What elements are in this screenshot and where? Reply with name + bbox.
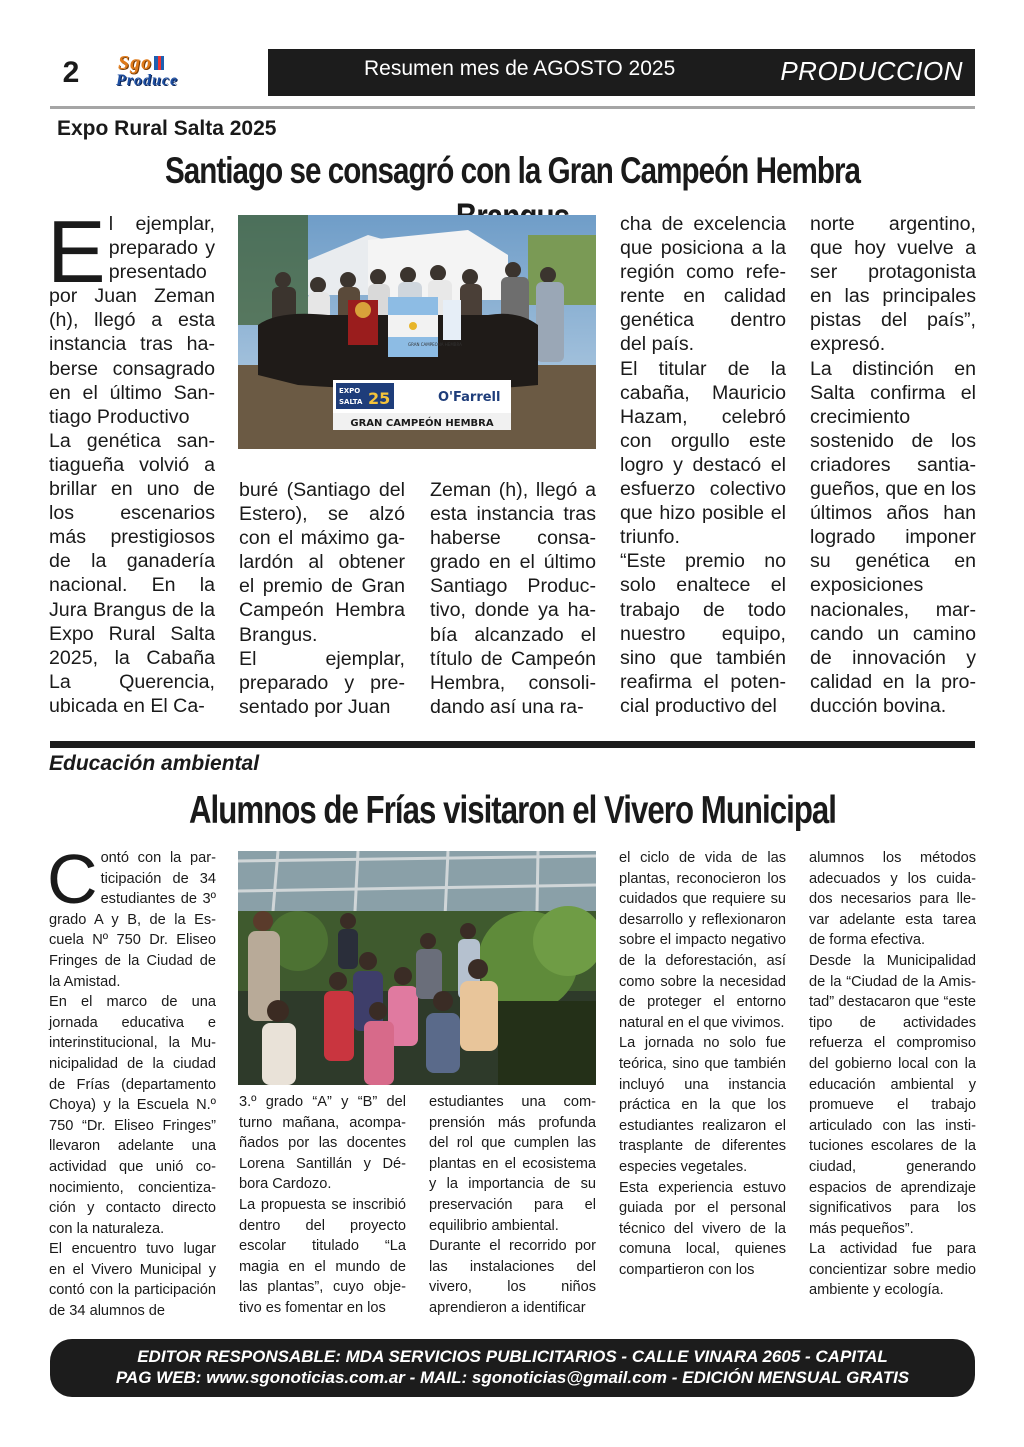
flag-icon xyxy=(154,56,164,70)
photo-banner-expo: EXPO xyxy=(339,387,361,395)
article-headline: Santiago se consagró con la Gran Campeón Hembra xyxy=(164,150,861,191)
photo-banner-number: 25 xyxy=(368,389,391,408)
section-title: PRODUCCION xyxy=(780,56,963,86)
photo-cattle-award-illustration xyxy=(238,215,596,449)
footer-editor-line: EDITOR RESPONSABLE: MDA SERVICIOS PUBLICITARIOS - CALLE VINARA 2605 - CAPITAL xyxy=(137,1347,888,1366)
column-text: l ejemplar, preparado y presentado por Juan Zeman (h), llegó a esta instancia tras haberse consagrado en el último Santiago Productivo La genética santiagueña volvió a brillar en uno de los escenarios más prestigiosos de la ganadería nacional. En la Jura Brangus de la Expo Rural Salta 2025, la Cabaña La Querencia, ubicada en El Ca- xyxy=(49,213,215,717)
article-column-1 xyxy=(47,840,216,1322)
logo-wordmark-bottom: Produce xyxy=(116,72,179,89)
issue-title: Resumen mes de AGOSTO 2025 xyxy=(364,57,676,80)
article-column-1 xyxy=(47,202,215,718)
photo-ribbon-text: GRAN CAMPEONA HEMBRA xyxy=(408,342,462,347)
footer-contact-line: PAG WEB: www.sgonoticias.com.ar - MAIL: sgonoticias@gmail.com - EDICIÓN MENSUAL GRATIS xyxy=(115,1368,910,1387)
logo-wordmark-top: Sgo xyxy=(118,52,164,75)
page-number: 2 xyxy=(50,50,92,96)
photo-cattle-award xyxy=(238,215,596,449)
column-text: estudiantes una comprensión más profunda del rol que cumplen las plantas en el ecosistema y la importancia de su preservación para el equilibrio ambiental. Durante el recorrido por las instalaciones del vivero, los niños aprendieron a identificar xyxy=(429,1094,596,1316)
photo-nursery-visit xyxy=(238,851,596,1085)
column-text: ontó con la participación de 34 estudiantes de 3º grado A y B, de la Escuela Nº 750 Dr. Eliseo Fringes de la Ciudad de la Amistad. En el marco de una jornada educativa e interinstitucional, la Municipalidad de la ciudad de Frías (departamento Choya) y la Escuela N.º 750 “Dr. Eliseo Fringes” llevaron adelante una actividad que unió conocimiento, concientización y contacto directo con la naturaleza. El encuentro tuvo lugar en el Vivero Municipal y contó con la participación de 34 alumnos de xyxy=(49,850,216,1320)
header-bar xyxy=(268,49,975,96)
article-column-2 xyxy=(239,478,405,719)
article-column-4 xyxy=(619,848,786,1280)
photo-nursery-illustration xyxy=(238,851,596,1085)
footer-bar xyxy=(50,1339,975,1397)
column-text: buré (Santiago del Estero), se alzó con el máximo galardón al obtener el premio de Gran Campeón Hembra Brangus. El ejemplar, preparado y presentado por Juan xyxy=(239,479,405,718)
drop-cap: E xyxy=(47,202,106,301)
column-text: Zeman (h), llegó a esta instancia tras haberse consagrado en el último Santiago Productivo, donde ya había alcanzado el título de Campeón Hembra, consolidando así una ra- xyxy=(430,479,596,718)
section-divider xyxy=(50,741,975,748)
header-rule xyxy=(50,106,975,109)
article-kicker: Educación ambiental xyxy=(49,752,260,775)
drop-cap: C xyxy=(47,840,98,918)
column-text: norte argentino, que hoy vuelve a ser protagonista en las principales pistas del país”, expresó. La distinción en Salta confirma el crecimiento sostenido de los criadores santiagueños, que en los últimos años han logrado imponer su genética en exposiciones nacionales, marcando un camino de innovación y calidad en la producción bovina. xyxy=(810,213,976,717)
article-headline: Alumnos de Frías visitaron el Vivero Municipal xyxy=(188,789,837,832)
article-column-4 xyxy=(620,212,786,718)
article-kicker: Expo Rural Salta 2025 xyxy=(57,117,277,140)
article-column-3 xyxy=(430,478,596,719)
article-column-2 xyxy=(239,1092,406,1319)
column-text: el ciclo de vida de las plantas, reconocieron los cuidados que requiere su desarrollo y reflexionaron sobre el impacto negativo de la deforestación, así como sobre la necesidad de proteger el entorno natural en el que vivimos. La jornada no solo fue teórica, sino que también incluyó una instancia práctica en la que los estudiantes realizaron el trasplante de diferentes especies vegetales. Esta experiencia estuvo guiada por el personal técnico del vivero de la comuna local, quienes compartieron con los xyxy=(619,850,786,1278)
column-text: 3.º grado “A” y “B” del turno mañana, acompañados por las docentes Lorena Santillán y Débora Cardozo. La propuesta se inscribió dentro del proyecto escolar titulado “La magia en el mundo de las plantas”, cuyo objetivo es fomentar en los xyxy=(239,1094,406,1316)
photo-banner-caption: GRAN CAMPEÓN HEMBRA xyxy=(350,418,494,429)
column-text: alumnos los métodos adecuados y los cuidados necesarios para llevar adelante esta tarea de forma efectiva. Desde la Municipalidad de la “Ciudad de la Amistad” destacaron que “este tipo de actividades refuerza el compromiso del gobierno local con la educación ambiental y promueve el trabajo articulado con las instituciones escolares de la ciudad, generando espacios de aprendizaje significativos para los más pequeños”. La actividad fue para concientizar sobre medio ambiente y ecología. xyxy=(809,850,976,1299)
article-column-3 xyxy=(429,1092,596,1319)
column-text: cha de excelencia que posiciona a la región como referente en calidad genética dentro del país. El titular de la cabaña, Mauricio Hazam, celebró con orgullo este logro y destacó el esfuerzo colectivo que hizo posible el triunfo. “Este premio no solo enaltece el trabajo de todo nuestro equipo, sino que también reafirma el potencial productivo del xyxy=(620,213,786,717)
article-column-5 xyxy=(810,212,976,718)
photo-banner-salta: SALTA xyxy=(339,398,363,406)
article-column-5 xyxy=(809,848,976,1301)
publication-logo[interactable] xyxy=(112,52,260,94)
photo-banner-sponsor: O'Farrell xyxy=(438,390,501,405)
